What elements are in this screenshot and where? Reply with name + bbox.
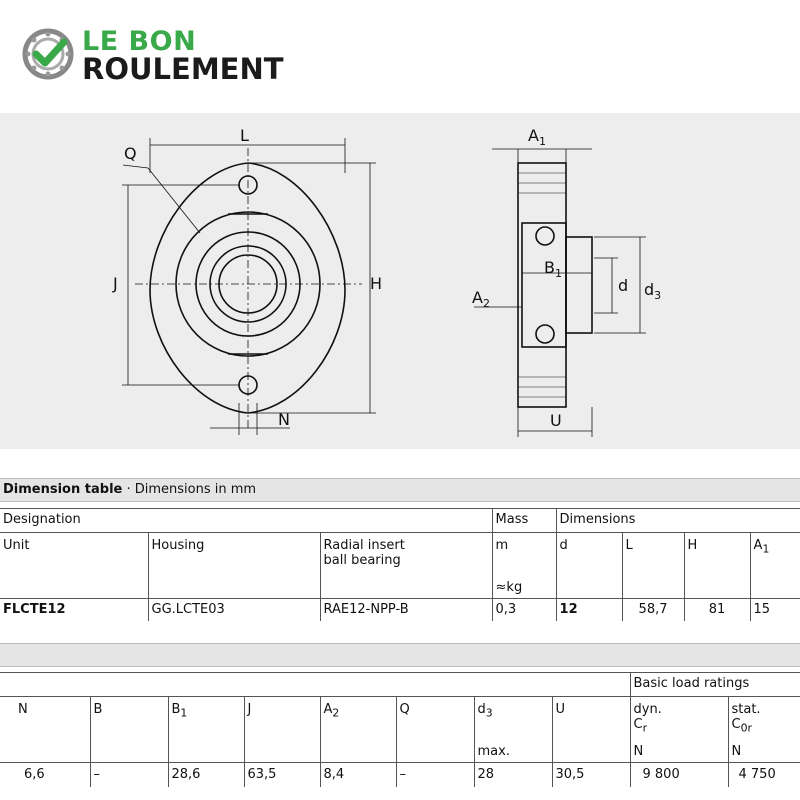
cell-insert: RAE12-NPP-B xyxy=(320,599,492,621)
cell-mass: 0,3 xyxy=(492,599,556,621)
label-B1: $B_1$ xyxy=(544,258,562,280)
label-N: N xyxy=(278,410,290,429)
h-dyn: dyn. $C_r$ N xyxy=(630,697,728,763)
h-H: H xyxy=(684,533,750,599)
h-insert: Radial insert ball bearing xyxy=(320,533,492,599)
table1-caption-band xyxy=(0,478,800,502)
cell-d: 12 xyxy=(556,599,622,621)
label-d3: $d_3$ xyxy=(644,280,662,302)
table2-band xyxy=(0,643,800,667)
label-J: J xyxy=(113,274,118,293)
cell-A2: 8,4 xyxy=(320,763,396,787)
h-d: d xyxy=(556,533,622,599)
cell-d3: 28 xyxy=(474,763,552,787)
h-stat: stat. $C_{0r}$ N xyxy=(728,697,800,763)
label-Q: Q xyxy=(124,144,137,163)
cell-Q: – xyxy=(396,763,474,787)
logo-line2: ROULEMENT xyxy=(82,52,284,86)
group-designation: Designation xyxy=(0,509,492,533)
dimension-table xyxy=(0,508,800,621)
h-d3: $d_3$ max. xyxy=(474,697,552,763)
label-U: U xyxy=(550,411,562,430)
cell-housing: GG.LCTE03 xyxy=(148,599,320,621)
cell-J: 63,5 xyxy=(244,763,320,787)
h-housing: Housing xyxy=(148,533,320,599)
table-row xyxy=(0,763,800,787)
side-flange xyxy=(518,163,566,407)
h-J: J xyxy=(244,697,320,763)
cell-H: 81 xyxy=(684,599,750,621)
cell-C0r: 4 750 xyxy=(728,763,800,787)
h-U: U xyxy=(552,697,630,763)
h-mass: m ≈kg xyxy=(492,533,556,599)
h-A1: $A_1$ xyxy=(750,533,800,599)
empty-group xyxy=(0,673,630,697)
h-Q: Q xyxy=(396,697,474,763)
group-basic-load: Basic load ratings xyxy=(630,673,800,697)
cell-unit: FLCTE12 xyxy=(3,602,66,617)
h-N: N xyxy=(0,697,90,763)
cell-Cr: 9 800 xyxy=(630,763,728,787)
cell-U: 30,5 xyxy=(552,763,630,787)
label-H: H xyxy=(370,274,383,293)
h-B: B xyxy=(90,697,168,763)
brand-logo xyxy=(22,26,322,86)
flange-unit-drawing xyxy=(0,113,800,449)
cell-N: 6,6 xyxy=(24,767,45,782)
cell-L: 58,7 xyxy=(622,599,684,621)
logo-line1: LE BON xyxy=(82,26,197,57)
bearing-check-icon xyxy=(22,28,74,80)
label-A2: $A_2$ xyxy=(472,288,490,310)
group-mass: Mass xyxy=(492,509,556,533)
h-unit: Unit xyxy=(0,533,148,599)
cell-A1: 15 xyxy=(750,599,800,621)
label-L: L xyxy=(240,126,249,145)
table-row xyxy=(0,599,800,621)
cell-B1: 28,6 xyxy=(168,763,244,787)
technical-drawing xyxy=(0,113,800,449)
group-dimensions: Dimensions xyxy=(556,509,800,533)
label-d: d xyxy=(618,276,629,295)
cell-B: – xyxy=(90,763,168,787)
h-A2: $A_2$ xyxy=(320,697,396,763)
label-A1: $A_1$ xyxy=(528,126,546,148)
h-B1: $B_1$ xyxy=(168,697,244,763)
table1-caption: Dimension table · Dimensions in mm xyxy=(3,482,257,497)
h-L: L xyxy=(622,533,684,599)
load-rating-table xyxy=(0,672,800,787)
